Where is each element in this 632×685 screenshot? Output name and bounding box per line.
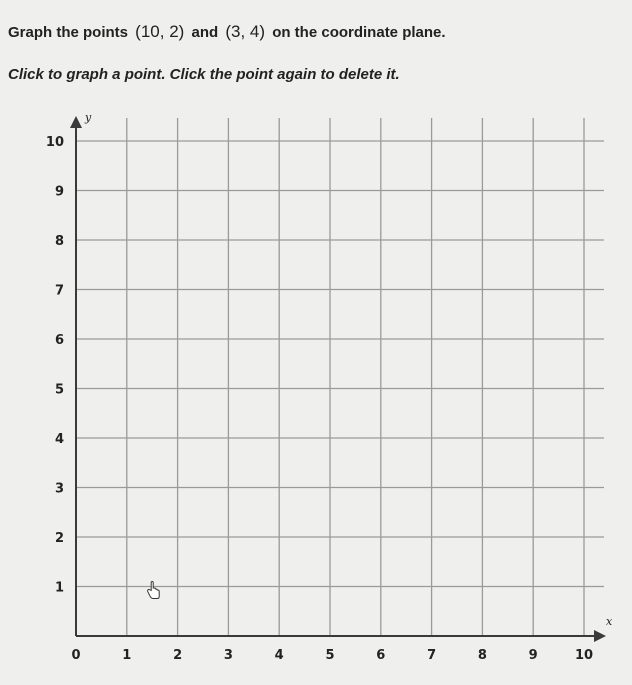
grid-lines [76,118,604,636]
point-a-coordinates: (10, 2) [135,22,185,41]
x-tick-label: 9 [528,648,538,663]
question-connector: and [191,24,219,41]
x-tick-label: 1 [122,648,132,663]
hand-pointer-shape [148,581,160,598]
y-tick-label: 2 [54,531,64,546]
hand-pointer-icon [148,581,160,598]
question-tail: on the coordinate plane. [272,24,446,41]
instruction-text: Click to graph a point. Click the point again to delete it. [8,66,400,83]
y-tick-label: 3 [54,481,64,497]
x-tick-label: 4 [274,648,284,663]
y-tick-label: 10 [45,135,64,150]
x-tick-label: 3 [223,648,233,663]
y-tick-label: 6 [54,333,64,348]
x-tick-label: 5 [325,648,335,663]
y-tick-label: 7 [54,283,64,299]
axes [70,116,606,642]
y-axis-label: y [85,111,92,124]
y-tick-label: 5 [54,382,64,398]
x-axis-label: x [606,615,613,628]
question-lead: Graph the points [8,24,128,41]
x-tick-label: 0 [71,648,81,663]
y-axis-arrow [70,116,82,128]
x-tick-label: 10 [574,648,594,663]
x-tick-label: 2 [173,648,183,663]
y-tick-label: 1 [54,580,64,596]
y-tick-label: 4 [54,432,64,447]
x-tick-label: 7 [427,648,437,663]
x-tick-label: 6 [376,648,386,663]
y-tick-label: 9 [54,184,64,200]
x-axis-arrow [594,630,606,642]
point-b-coordinates: (3, 4) [225,22,266,41]
x-tick-label: 8 [477,648,487,663]
y-tick-label: 8 [54,234,64,249]
